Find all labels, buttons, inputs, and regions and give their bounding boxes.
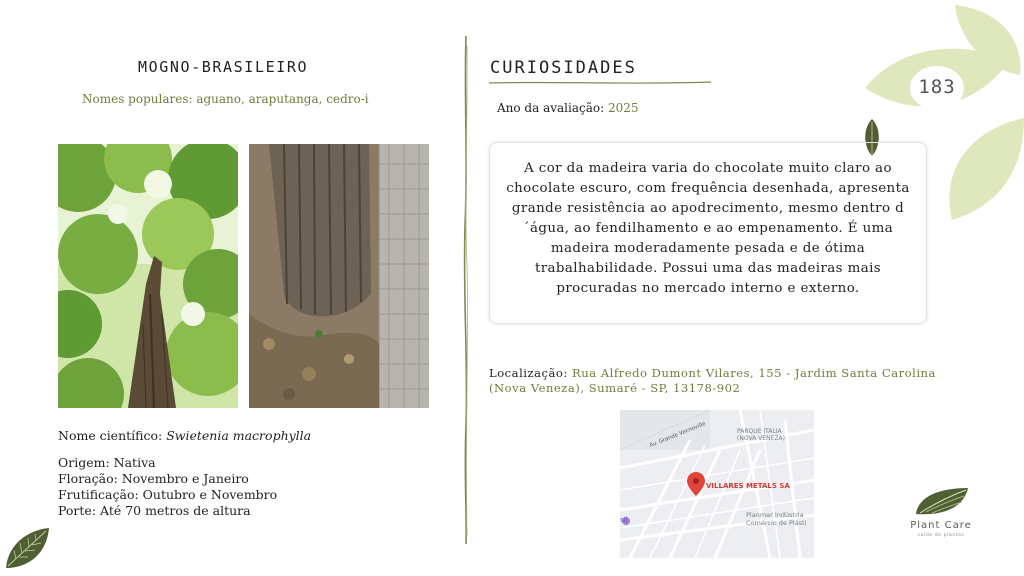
brand-tagline: cuide de plantas [917, 533, 965, 538]
map-district-label-2: (NOVA VENEZA) [737, 435, 785, 442]
map-district-label-1: PARQUE ITALIA [737, 428, 782, 435]
tree-canopy-photo [58, 144, 238, 408]
evaluation-year-value: 2025 [607, 101, 639, 115]
scientific-name-value: Swietenia macrophylla [166, 428, 312, 443]
map-marker-label[interactable]: VILLARES METALS SA [706, 482, 790, 490]
popular-names: Nomes populares: aguano, araputanga, cedro-i [82, 92, 369, 106]
brand-name: Plant Care [910, 520, 972, 531]
evaluation-year [497, 101, 639, 115]
map-street-label: Av. Grande Vecnoville [649, 421, 707, 449]
location-address: Rua Alfredo Dumont Vilares, 155 - Jardim Santa Carolina (Nova Veneza), Sumaré - SP, 13178-902 [489, 366, 936, 395]
vertical-divider [462, 36, 470, 544]
species-title: MOGNO-BRASILEIRO [138, 58, 309, 76]
location-label: Localização: [489, 366, 572, 380]
evaluation-year-label: Ano da avaliação: [497, 101, 608, 115]
curiosities-title: CURIOSIDADES [490, 58, 637, 78]
location [489, 366, 969, 396]
map-poi-label-2: Comércio de Plásti [746, 519, 807, 527]
bottom-left-leaf-icon [2, 526, 52, 572]
flowering-text: Floração: Novembro e Janeiro [58, 471, 249, 486]
page-number: 183 [918, 76, 956, 98]
map-poi-label-1: Planmar Indústria [746, 511, 804, 519]
fruiting-text: Frutificação: Outubro e Novembro [58, 487, 278, 502]
curiosities-text-box [489, 142, 927, 324]
tree-trunk-photo [249, 144, 429, 408]
scientific-name [58, 428, 311, 443]
title-underline [489, 80, 711, 86]
map-edge-label: sil [620, 516, 628, 524]
scientific-name-label: Nome científico: [58, 428, 167, 443]
plant-care-logo-icon [914, 486, 970, 518]
origin-text: Origem: Nativa [58, 455, 156, 470]
size-text: Porte: Até 70 metros de altura [58, 503, 251, 518]
curiosities-text: A cor da madeira varia do chocolate muito claro ao chocolate escuro, com frequência desenhada, apresenta grande resistência ao apodrecimento, mesmo dentro d´água, ao fendilhamento e ao empenamento. É uma madeira moderadamente pesada e de ótima trabalhabilidade. Possui uma das madeiras mais procuradas no mercado interno e externo. [506, 161, 910, 296]
location-map[interactable] [620, 410, 814, 558]
